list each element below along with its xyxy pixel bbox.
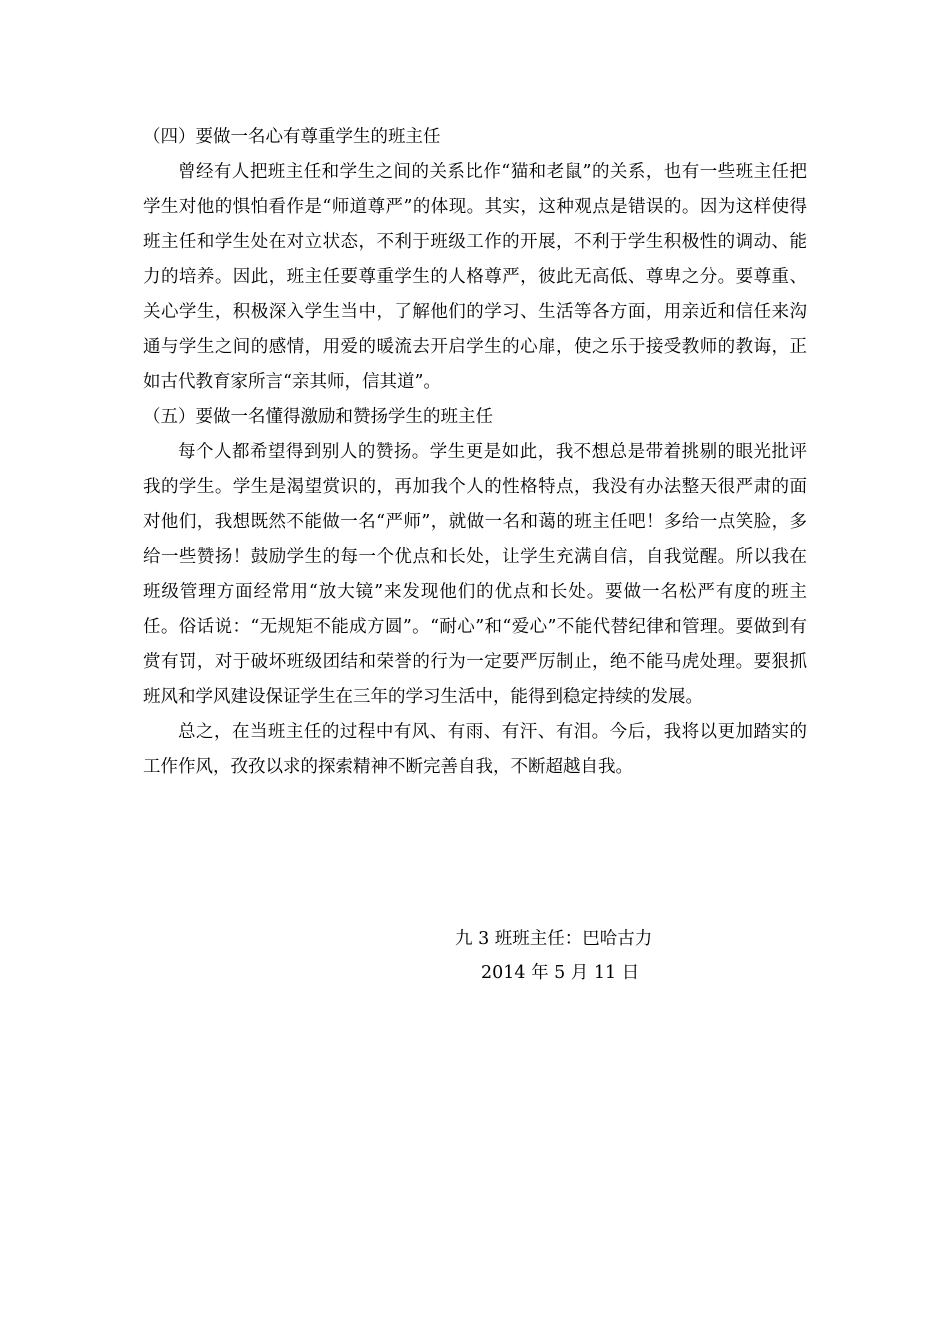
section-heading-5: （五）要做一名懂得激励和赞扬学生的班主任 [143, 407, 493, 427]
paragraph-encourage-students: 每个人都希望得到别人的赞扬。学生更是如此，我不想总是带着挑剔的眼光批评我的学生。学生是渴望赏识的，再加我个人的性格特点，我没有办法整天很严肃的面对他们，我想既然不能做一名“严师”，就做一名和蔼的班主任吧！多给一点笑脸，多给一些赞扬！鼓励学生的每一个优点和长处，让学生充满自信，自我觉醒。所以我在班级管理方面经常用“放大镜”来发现他们的优点和长处。要做一名松严有度的班主任。俗话说：“无规矩不能成方圆”。“耐心”和“爱心”不能代替纪律和管理。要做到有赏有罚，对于破坏班级团结和荣誉的行为一定要严厉制止，绝不能马虎处理。要狠抓班风和学风建设保证学生在三年的学习生活中，能得到稳定持续的发展。 [143, 442, 807, 707]
section-heading-4: （四）要做一名心有尊重学生的班主任 [143, 127, 441, 147]
document-body [143, 120, 807, 785]
signature-date: 2014 年 5 月 11 日 [481, 963, 640, 983]
signature-block [455, 922, 715, 990]
signature-author: 九 3 班班主任：巴哈古力 [455, 929, 653, 949]
paragraph-respect-students: 曾经有人把班主任和学生之间的关系比作“猫和老鼠”的关系，也有一些班主任把学生对他的惧怕看作是“师道尊严”的体现。其实，这种观点是错误的。因为这样使得班主任和学生处在对立状态，不利于班级工作的开展，不利于学生积极性的调动、能力的培养。因此，班主任要尊重学生的人格尊严，彼此无高低、尊卑之分。要尊重、关心学生，积极深入学生当中，了解他们的学习、生活等各方面，用亲近和信任来沟通与学生之间的感情，用爱的暖流去开启学生的心扉，使之乐于接受教师的教诲，正如古代教育家所言“亲其师，信其道”。 [143, 162, 807, 392]
paragraph-conclusion: 总之，在当班主任的过程中有风、有雨、有汗、有泪。今后，我将以更加踏实的工作作风，孜孜以求的探索精神不断完善自我，不断超越自我。 [143, 722, 807, 777]
